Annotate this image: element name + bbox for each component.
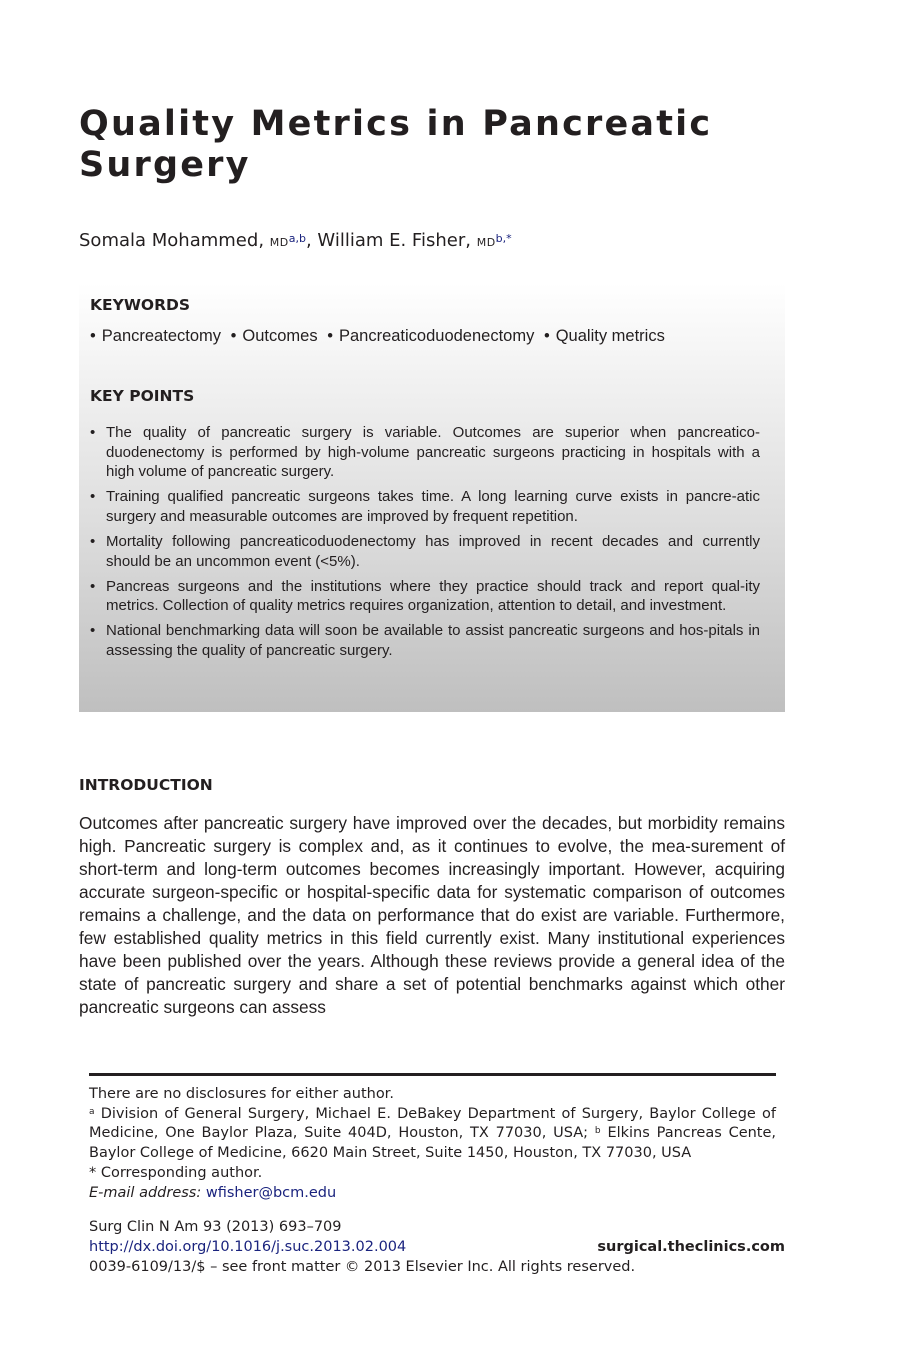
author-name: William E. Fisher bbox=[317, 230, 466, 251]
key-points-heading: KEY POINTS bbox=[90, 387, 195, 405]
keywords-keypoints-box bbox=[79, 283, 785, 712]
bullet-icon: • bbox=[90, 327, 96, 345]
keyword-item: Outcomes bbox=[242, 327, 318, 345]
key-point-item bbox=[90, 423, 760, 482]
key-point-text: Pancreas surgeons and the institutions where they practice should track and report qual-ity metrics. Collection of quality metrics requires organization, attention to detail, and investment. bbox=[106, 577, 760, 615]
affiliation-b: Elkins Pancreas Cente, Baylor College of Medicine, 6620 Main Street, Suite 1450, Houston, TX 77030, USA bbox=[89, 1125, 777, 1162]
key-point-item bbox=[90, 532, 760, 571]
author-line: Somala Mohammed, MD$^{a,b}$, William E. Fisher, $MD^{b,*}$ bbox=[79, 230, 512, 251]
email-note bbox=[89, 1184, 776, 1204]
author-affiliation-mark[interactable]: a,b bbox=[288, 232, 306, 245]
bullet-icon: • bbox=[90, 622, 96, 640]
key-point-item bbox=[90, 621, 760, 660]
doi-row bbox=[89, 1237, 785, 1257]
key-point-text: National benchmarking data will soon be available to assist pancreatic surgeons and hos-pitals in assessing the quality of pancreatic surgery. bbox=[106, 622, 760, 659]
author-degree: MD bbox=[476, 236, 496, 249]
affiliations-note bbox=[89, 1105, 776, 1164]
website-link[interactable]: surgical.theclinics.com bbox=[597, 1239, 785, 1255]
key-point-item bbox=[90, 487, 760, 526]
bullet-icon: • bbox=[90, 577, 96, 595]
author-name: Somala Mohammed bbox=[79, 230, 259, 251]
introduction-paragraph: Outcomes after pancreatic surgery have improved over the decades, but morbidity remains high. Pancreatic surgery is complex and, as it continues to evolve, the mea-surement of short-term and long-term outcomes becomes increasingly important. However, acquiring accurate surgeon-specific or hospital-specific data for systematic comparison of outcomes remains a challenge, and the data on performance that do exist are variable. Furthermore, few established quality metrics in this field currently exist. Many institutional experiences have been published over the years. Although these reviews provide a general idea of the state of pancreatic surgery and share a set of potential benchmarks against which other pancreatic surgeons can assess bbox=[79, 813, 785, 1017]
bullet-icon: • bbox=[230, 327, 237, 345]
bullet-icon: • bbox=[90, 532, 96, 550]
key-point-text: Training qualified pancreatic surgeons takes time. A long learning curve exists in pancre-atic surgery and measurable outcomes are improved by frequent repetition. bbox=[106, 488, 760, 525]
bullet-icon: • bbox=[543, 327, 550, 345]
affiliation-a: Division of General Surgery, Michael E. DeBakey Department of Surgery, Baylor College of Medicine, One Baylor Plaza, Suite 404D, Houston, TX 77030, USA; bbox=[89, 1105, 777, 1142]
journal-citation: Surg Clin N Am 93 (2013) 693–709 bbox=[89, 1219, 342, 1235]
key-point-text: Mortality following pancreaticoduodenectomy has improved in recent decades and currently should be an uncommon event (<5%). bbox=[106, 532, 760, 570]
bullet-icon: • bbox=[90, 424, 96, 441]
keywords-heading: KEYWORDS bbox=[90, 296, 191, 314]
email-link[interactable]: wfisher@bcm.edu bbox=[205, 1184, 337, 1201]
keywords-list bbox=[90, 325, 665, 347]
introduction-heading: INTRODUCTION bbox=[79, 776, 213, 794]
article-title: Quality Metrics in Pancreatic Surgery bbox=[79, 104, 713, 185]
author-affiliation-mark[interactable]: b,* bbox=[495, 232, 512, 245]
key-point-text: The quality of pancreatic surgery is variable. Outcomes are superior when pancreatico-duodenectomy is performed by high-volume pancreatic surgeons practicing in hospitals with a high volume of pancreatic surgery. bbox=[106, 424, 760, 481]
bullet-icon: • bbox=[327, 327, 333, 345]
doi-link[interactable]: http://dx.doi.org/10.1016/j.suc.2013.02.004 bbox=[89, 1239, 407, 1255]
bullet-icon: • bbox=[90, 488, 96, 506]
key-point-item bbox=[90, 577, 760, 616]
citation-block bbox=[89, 1217, 785, 1277]
footnote-divider bbox=[89, 1073, 776, 1076]
affiliation-mark: b bbox=[594, 1126, 601, 1137]
key-points-list bbox=[90, 423, 760, 666]
affiliation-mark: a bbox=[89, 1106, 95, 1117]
disclosure-note: There are no disclosures for either author. bbox=[89, 1086, 394, 1102]
author-degree: MD bbox=[269, 236, 289, 249]
email-label: E-mail address: bbox=[89, 1184, 202, 1201]
corresponding-note: * Corresponding author. bbox=[89, 1164, 263, 1181]
footnotes bbox=[89, 1085, 776, 1203]
keyword-item: Pancreaticoduodenectomy bbox=[338, 327, 535, 345]
keyword-item: Quality metrics bbox=[555, 327, 665, 345]
copyright-line: 0039-6109/13/$ – see front matter © 2013 Elsevier Inc. All rights reserved. bbox=[89, 1259, 636, 1275]
keyword-item: Pancreatectomy bbox=[101, 327, 222, 345]
